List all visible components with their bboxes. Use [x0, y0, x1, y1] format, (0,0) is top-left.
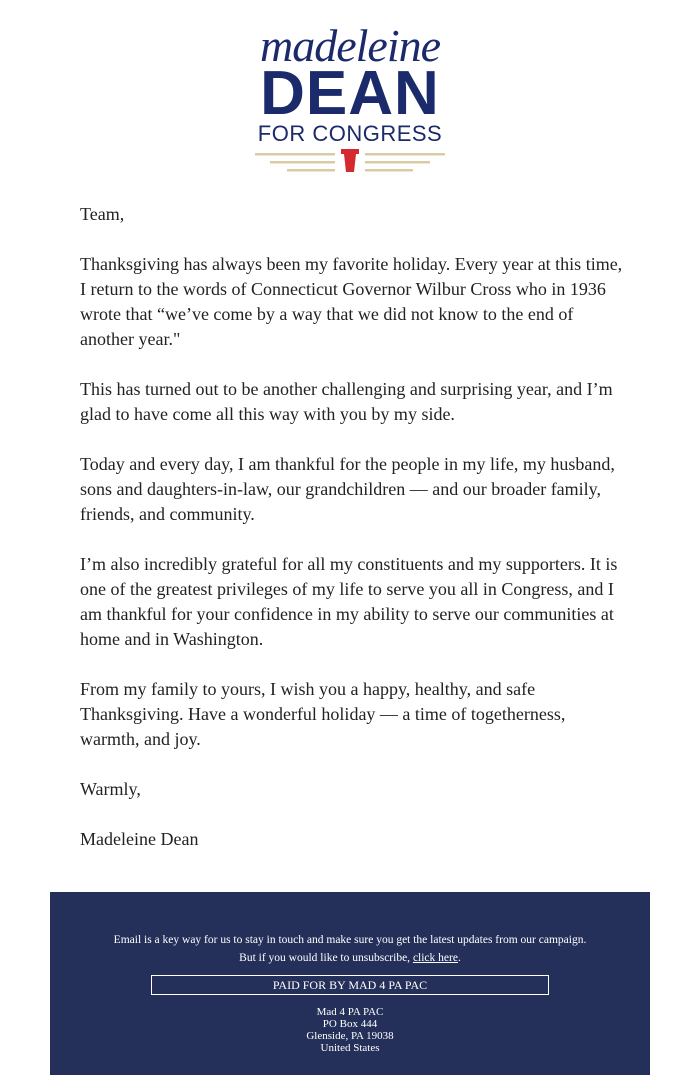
paid-for-disclaimer: PAID FOR BY MAD 4 PA PAC — [151, 975, 549, 995]
paragraph: From my family to yours, I wish you a happy, healthy, and safe Thanksgiving. Have a wonderful holiday — a time of togetherness, warmth, and joy. — [80, 679, 566, 749]
footer — [50, 892, 650, 1075]
greeting: Team, — [80, 204, 125, 224]
unsubscribe-link[interactable]: click here — [412, 952, 458, 964]
period: . — [457, 952, 461, 964]
paragraph: This has turned out to be another challenging and surprising year, and I’m glad to have come all this way with you by my side. — [80, 379, 613, 424]
signature: Madeleine Dean — [80, 829, 199, 849]
logo-surname: DEAN — [260, 59, 440, 128]
letter-body — [80, 202, 628, 877]
paragraph: Today and every day, I am thankful for the people in my life, my husband, sons and daughters-in-law, our grandchildren — and our broader family, friends, and community. — [80, 454, 615, 524]
paragraph: I’m also incredibly grateful for all my constituents and my supporters. It is one of the greatest privileges of my life to serve you all in Congress, and I am thankful for your confidence in my ability to serve our communities at home and in Washington. — [80, 554, 618, 649]
campaign-logo — [250, 22, 450, 182]
closing: Warmly, — [80, 779, 141, 799]
logo-script-name: madeleine — [259, 20, 441, 71]
mailing-address — [50, 1006, 650, 1054]
address-line: PO Box 444 — [322, 1018, 378, 1030]
footer-line2 — [50, 949, 650, 967]
keystone-stripes-icon — [255, 148, 445, 176]
logo-tagline: FOR CONGRESS — [257, 121, 443, 146]
unsubscribe-text: But if you would like to unsubscribe, — [239, 952, 413, 964]
address-line: United States — [320, 1042, 380, 1054]
address-line: Mad 4 PA PAC — [316, 1006, 384, 1018]
footer-line1: Email is a key way for us to stay in touch and make sure you get the latest updates from our campaign. — [113, 934, 587, 946]
address-line: Glenside, PA 19038 — [306, 1030, 394, 1042]
footer-message — [50, 931, 650, 967]
paragraph: Thanksgiving has always been my favorite holiday. Every year at this time, I return to the words of Connecticut Governor Wilbur Cross who in 1936 wrote that “we’ve come by a way that we did not know to the end of another year." — [80, 254, 623, 349]
